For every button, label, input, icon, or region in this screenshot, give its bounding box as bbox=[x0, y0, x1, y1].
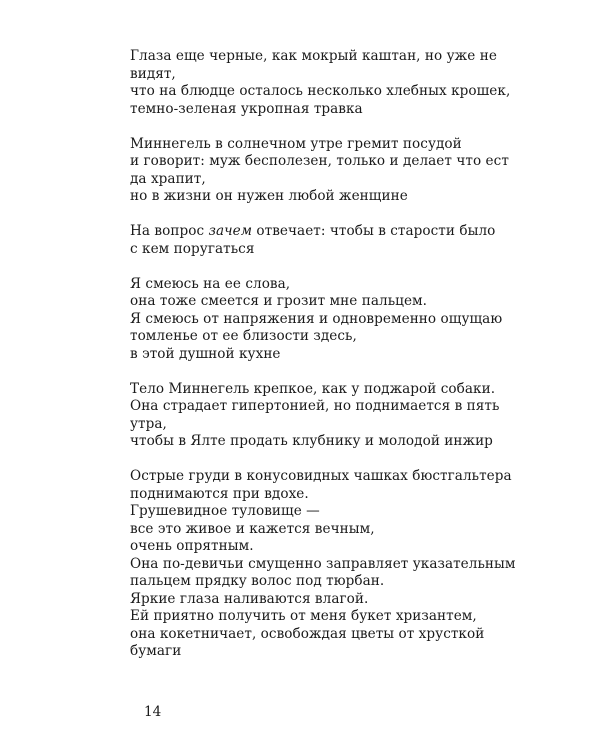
poem-text bbox=[130, 48, 516, 678]
poem-line: чтобы в Ялте продать клубнику и молодой инжир bbox=[130, 433, 493, 449]
poem-line: Ей приятно получить от меня букет хризантем, bbox=[130, 608, 477, 624]
poem-line: Миннегель в солнечном утре гремит посудой bbox=[130, 135, 462, 152]
line-text-before: На вопрос bbox=[130, 223, 209, 239]
stanza-2 bbox=[130, 136, 510, 206]
poem-line: утра, bbox=[130, 415, 167, 432]
italic-word: зачем bbox=[208, 223, 253, 239]
poem-line: Она страдает гипертонией, но поднимается в пять bbox=[130, 398, 500, 414]
stanza-1 bbox=[130, 48, 510, 118]
poem-line: да храпит, bbox=[130, 170, 206, 187]
poem-line: Я смеюсь на ее слова, bbox=[130, 275, 291, 292]
line-text-after: отвечает: чтобы в старости было bbox=[252, 223, 496, 239]
stanza-6 bbox=[130, 468, 516, 661]
stanza-5 bbox=[130, 381, 510, 451]
poem-line: Яркие глаза наливаются влагой. bbox=[130, 590, 369, 607]
poem-line: темно-зеленая укропная травка bbox=[130, 100, 363, 117]
poem-line: с кем поругаться bbox=[130, 240, 255, 257]
poem-line: очень опрятным. bbox=[130, 538, 254, 554]
poem-line: она тоже смеется и грозит мне пальцем. bbox=[130, 293, 428, 309]
poem-line: Глаза еще черные, как мокрый каштан, но уже не bbox=[130, 48, 497, 64]
stanza-4 bbox=[130, 276, 510, 364]
poem-line: видят, bbox=[130, 65, 176, 82]
poem-line: поднимаются при вдохе. bbox=[130, 485, 309, 502]
poem-line: Она по-девичьи смущенно заправляет указательным bbox=[130, 555, 516, 572]
poem-line: она кокетничает, освобождая цветы от хрусткой bbox=[130, 625, 485, 642]
poem-line: Я смеюсь от напряжения и одновременно ощущаю bbox=[130, 310, 503, 327]
stanza-3 bbox=[130, 223, 510, 258]
poem-line: пальцем прядку волос под тюрбан. bbox=[130, 573, 385, 589]
poem-line: все это живое и кажется вечным, bbox=[130, 520, 375, 537]
poem-line: в этой душной кухне bbox=[130, 345, 281, 362]
poem-line: Тело Миннегель крепкое, как у поджарой собаки. bbox=[130, 380, 496, 397]
page-number: 14 bbox=[144, 704, 162, 720]
poem-line: бумаги bbox=[130, 643, 182, 659]
poem-line: но в жизни он нужен любой женщине bbox=[130, 188, 408, 204]
poem-line: Острые груди в конусовидных чашках бюстгальтера bbox=[130, 468, 512, 484]
poem-line: томленье от ее близости здесь, bbox=[130, 328, 357, 344]
poem-line bbox=[130, 223, 510, 241]
poem-line: Грушевидное туловище — bbox=[130, 503, 320, 519]
poem-line: и говорит: муж бесполезен, только и делает что ест bbox=[130, 153, 509, 169]
poem-line: что на блюдце осталось несколько хлебных крошек, bbox=[130, 83, 511, 99]
